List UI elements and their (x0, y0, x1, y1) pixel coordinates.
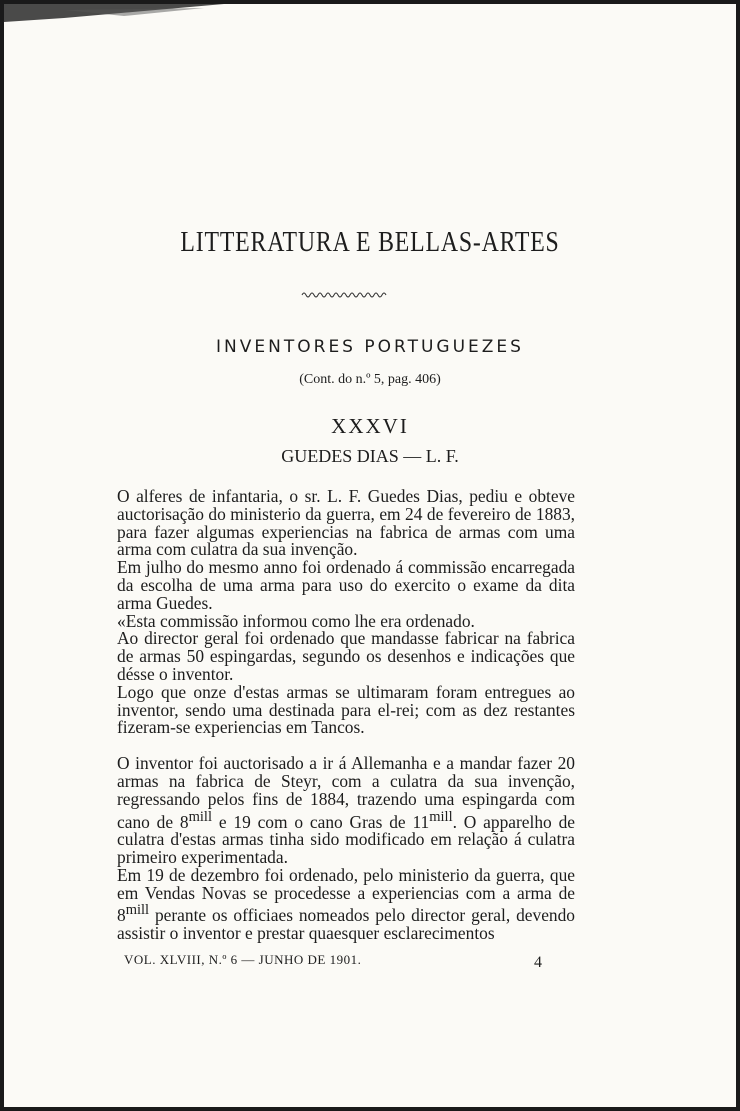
paragraph: Em julho do mesmo anno foi ordenado á commissão encarregada da escolha de uma arma para uso do exercito o exame da dita arma Guedes. (117, 557, 575, 613)
chapter-number: XXXVI (331, 414, 409, 438)
volume-footer: VOL. XLVIII, N.º 6 — JUNHO DE 1901. (124, 952, 362, 967)
paragraph: O alferes de infantaria, o sr. L. F. Guedes Dias, pediu e obteve auctorisação do ministerio da guerra, em 24 de fevereiro de 1883, para fazer algumas experiencias na fabrica de armas com uma arma com culatra da sua invenção. (117, 486, 575, 560)
article-body (117, 488, 575, 943)
document-page (4, 4, 736, 1107)
paragraph: O inventor foi auctorisado a ir á Allemanha e a mandar fazer 20 armas na fabrica de Steyr, com a culatra da sua invenção, regressando pelos fins de 1884, trazendo uma espingarda com cano de $8^{mill}$ e 19 com o cano Gras de $11^{mill}$. O apparelho de culatra d'estas armas tinha sido modificado em relação á culatra primeiro experimentada. (117, 753, 575, 867)
paragraph: Ao director geral foi ordenado que mandasse fabricar na fabrica de armas 50 espingardas, segundo os desenhos e indicações que désse o inventor. (117, 628, 575, 684)
chapter-subhead: GUEDES DIAS — L. F. (281, 446, 459, 466)
paragraph: Logo que onze d'estas armas se ultimaram foram entregues ao inventor, sendo uma destinada para el-rei; com as dez restantes fizeram-se experiencias em Tancos. (117, 681, 575, 738)
paragraph: «Esta commissão informou como lhe era ordenado. (117, 610, 475, 631)
article-title: INVENTORES PORTUGUEZES (216, 337, 524, 357)
section-title: LITTERATURA E BELLAS-ARTES (180, 226, 560, 258)
paragraph: Em 19 de dezembro foi ordenado, pelo ministerio da guerra, que em Vendas Novas se procedesse a experiencias com a arma de $8^{mill}$ perante os officiaes nomeados pelo director geral, devendo assistir o inventor e prestar quaesquer esclarecimentos (117, 864, 575, 943)
scan-streak (4, 4, 224, 26)
continuation-note: (Cont. do n.º 5, pag. 406) (299, 372, 441, 387)
page-number: 4 (534, 954, 542, 971)
wavy-ornament (300, 289, 390, 301)
